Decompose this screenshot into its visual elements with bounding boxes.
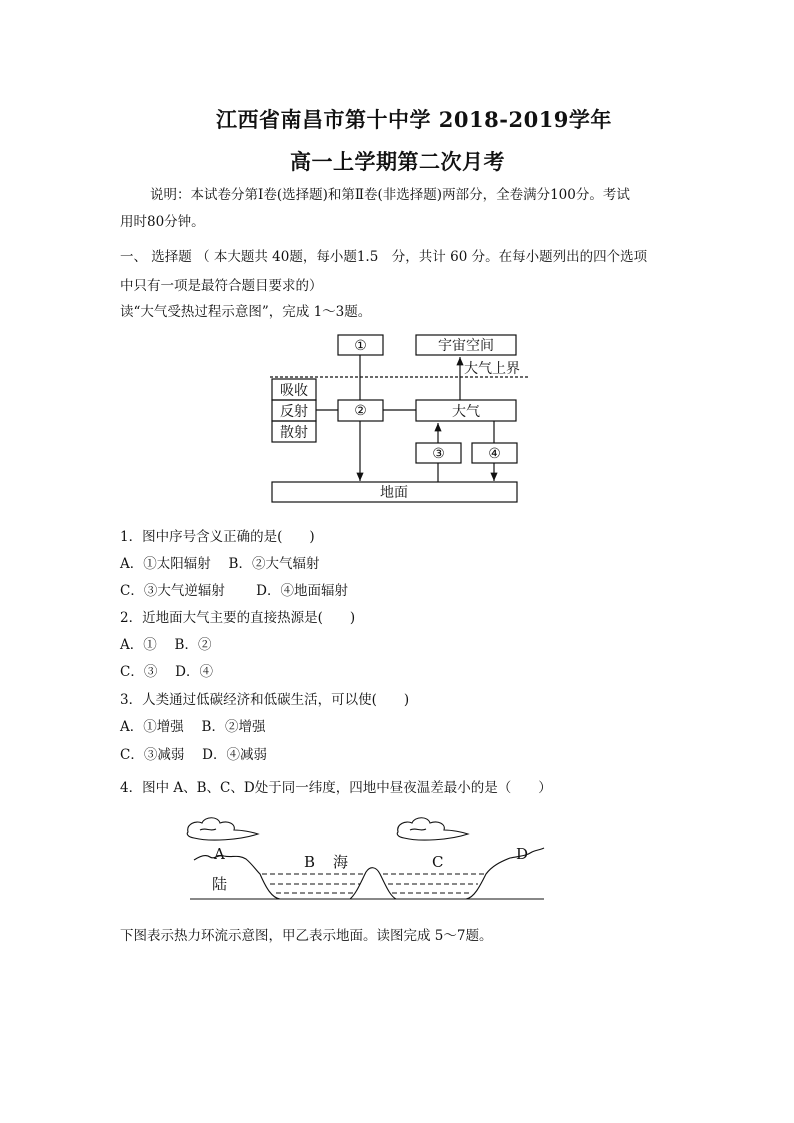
label-c: C <box>432 853 444 871</box>
question-3-options-1: A．①增强 B．②增强 <box>120 719 266 735</box>
box-2-label: ② <box>354 403 367 419</box>
question-1-options-1: A．①太阳辐射 B．②大气辐射 <box>120 556 320 572</box>
section-heading-line-1: 一、 选择题 （ 本大题共 40题，每小题1.5 分，共计 60 分。在每小题列出的四个选项 <box>120 249 648 265</box>
land-sea-diagram <box>180 812 550 904</box>
question-2-options-2: C．③ D．④ <box>120 664 213 680</box>
cloud-left <box>187 818 258 840</box>
label-b: B <box>304 853 316 871</box>
label-d: D <box>516 845 529 863</box>
box-4-label: ④ <box>488 446 501 462</box>
terrain-profile <box>194 848 544 899</box>
page-subtitle: 高一上学期第二次月考 <box>290 149 505 174</box>
question-2-options-1: A．① B．② <box>120 637 212 653</box>
label-a: A <box>214 845 225 863</box>
atmosphere-label: 大气 <box>452 404 480 420</box>
question-2-stem: 2．近地面大气主要的直接热源是( ) <box>120 610 356 626</box>
label-land: 陆 <box>212 875 228 893</box>
atmosphere-heating-diagram <box>268 332 530 507</box>
ground-label: 地面 <box>380 485 408 501</box>
question-1-options-2: C．③大气逆辐射 D．④地面辐射 <box>120 583 348 599</box>
intro-line-2: 用时80分钟。 <box>120 214 205 230</box>
section-heading-line-2: 中只有一项是最符合题目要求的） <box>120 278 323 294</box>
question-3-options-2: C．③减弱 D．④减弱 <box>120 747 267 763</box>
reflect-label: 反射 <box>280 404 308 420</box>
box-3-label: ③ <box>432 446 445 462</box>
instruction-2: 下图表示热力环流示意图，甲乙表示地面。读图完成 5～7题。 <box>120 928 493 944</box>
scatter-label: 散射 <box>280 425 308 441</box>
space-label: 宇宙空间 <box>438 338 494 354</box>
boundary-label: 大气上界 <box>464 361 520 377</box>
instruction-1: 读“大气受热过程示意图”，完成 1～3题。 <box>120 304 372 320</box>
cloud-right <box>397 818 468 840</box>
absorb-label: 吸收 <box>280 383 308 399</box>
intro-line-1: 说明：本试卷分第Ⅰ卷(选择题)和第Ⅱ卷(非选择题)两部分，全卷满分100分。考试 <box>150 187 630 203</box>
box-1-label: ① <box>354 338 367 354</box>
question-3-stem: 3．人类通过低碳经济和低碳生活，可以使( ) <box>120 692 410 708</box>
page-title: 江西省南昌市第十中学 2018-2019学年 <box>216 107 612 132</box>
label-sea: 海 <box>333 853 349 871</box>
question-1-stem: 1．图中序号含义正确的是( ) <box>120 529 315 545</box>
question-4-stem: 4．图中 A、B、C、D处于同一纬度，四地中昼夜温差最小的是（ ） <box>120 780 552 796</box>
